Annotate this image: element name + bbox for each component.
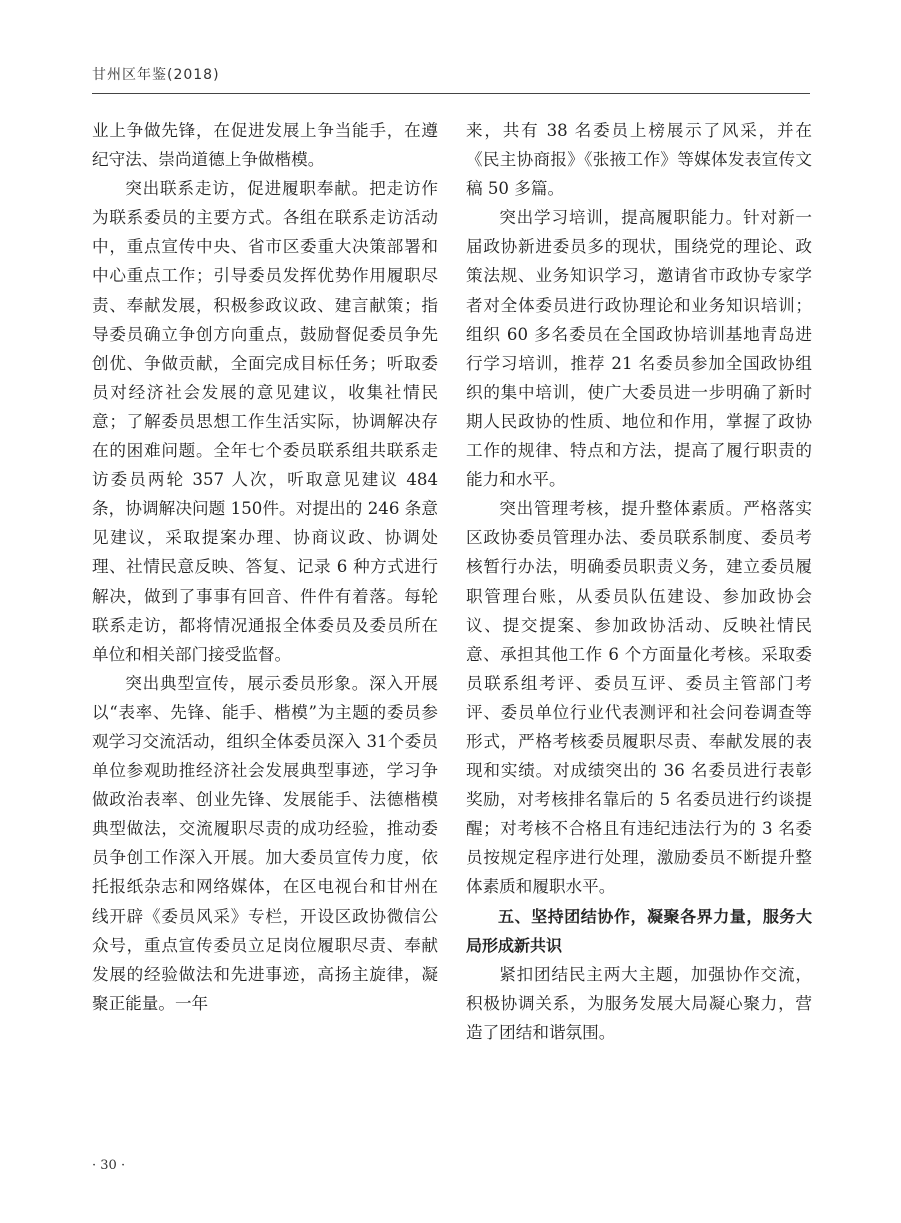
header-divider [92, 93, 810, 94]
paragraph-unity: 紧扣团结民主两大主题，加强协作交流，积极协调关系，为服务发展大局凝心聚力，营造了团结和谐氛围。 [466, 964, 812, 1042]
right-column [466, 116, 812, 1047]
left-column [92, 116, 438, 1018]
paragraph-visits: 突出联系走访，促进履职奉献。把走访作为联系委员的主要方式。各组在联系走访活动中，重点宣传中央、省市区委重大决策部署和中心重点工作；引导委员发挥优势作用履职尽责、奉献发展，积极参政议政、建言献策；指导委员确立争创方向重点，鼓励督促委员争先创优、争做贡献，全面完成目标任务；听取委员对经济社会发展的意见建议，收集社情民意；了解委员思想工作生活实际，协调解决存在的困难问题。全年七个委员联系组共联系走访委员两轮 357 人次，听取意见建议 484 条，协调解决问题 150件。对提出的 246 条意见建议，采取提案办理、协商议政、协调处理、社情民意反映、答复、记录 6 种方式进行解决，做到了事事有回音、件件有着落。每轮联系走访，都将情况通报全体委员及委员所在单位和相关部门接受监督。 [92, 179, 438, 664]
paragraph-publicity: 突出典型宣传，展示委员形象。深入开展以“表率、先锋、能手、楷模”为主题的委员参观学习交流活动，组织全体委员深入 31个委员单位参观助推经济社会发展典型事迹，学习争做政治表率、创业先锋、发展能手、法德楷模典型做法，交流履职尽责的成功经验，推动委员争创工作深入开展。加大委员宣传力度，依托报纸杂志和网络媒体，在区电视台和甘州在线开辟《委员风采》专栏，开设区政协微信公众号，重点宣传委员立足岗位履职尽责、奉献发展的经验做法和先进事迹，高扬主旋律，凝聚正能量。一年 [92, 673, 438, 1013]
paragraph-training: 突出学习培训，提高履职能力。针对新一届政协新进委员多的现状，围绕党的理论、政策法规、业务知识学习，邀请省市政协专家学者对全体委员进行政协理论和业务知识培训；组织 60 多名委员在全国政协培训基地青岛进行学习培训，推荐 21 名委员参加全国政协组织的集中培训，使广大委员进一步明确了新时期人民政协的性质、地位和作用，掌握了政协工作的规律、特点和方法，提高了履行职责的能力和水平。 [466, 208, 812, 490]
page-number: · 30 · [92, 1158, 126, 1173]
running-header: 甘州区年鉴(2018) [92, 67, 220, 83]
section-heading: 五、坚持团结协作，凝聚各界力量，服务大局形成新共识 [466, 906, 812, 955]
paragraph-continued-right: 来，共有 38 名委员上榜展示了风采，并在《民主协商报》《张掖工作》等媒体发表宣传文稿 50 多篇。 [466, 121, 812, 199]
paragraph-continued: 业上争做先锋，在促进发展上争当能手，在遵纪守法、崇尚道德上争做楷模。 [92, 121, 438, 170]
paragraph-assessment: 突出管理考核，提升整体素质。严格落实区政协委员管理办法、委员联系制度、委员考核暂行办法，明确委员职责义务，建立委员履职管理台账，从委员队伍建设、参加政协会议、提交提案、参加政协活动、反映社情民意、承担其他工作 6 个方面量化考核。采取委员联系组考评、委员互评、委员主管部门考评、委员单位行业代表测评和社会问卷调查等形式，严格考核委员履职尽责、奉献发展的表现和实绩。对成绩突出的 36 名委员进行表彰奖励，对考核排名靠后的 5 名委员进行约谈提醒；对考核不合格且有违纪违法行为的 3 名委员按规定程序进行处理，激励委员不断提升整体素质和履职水平。 [466, 499, 812, 897]
